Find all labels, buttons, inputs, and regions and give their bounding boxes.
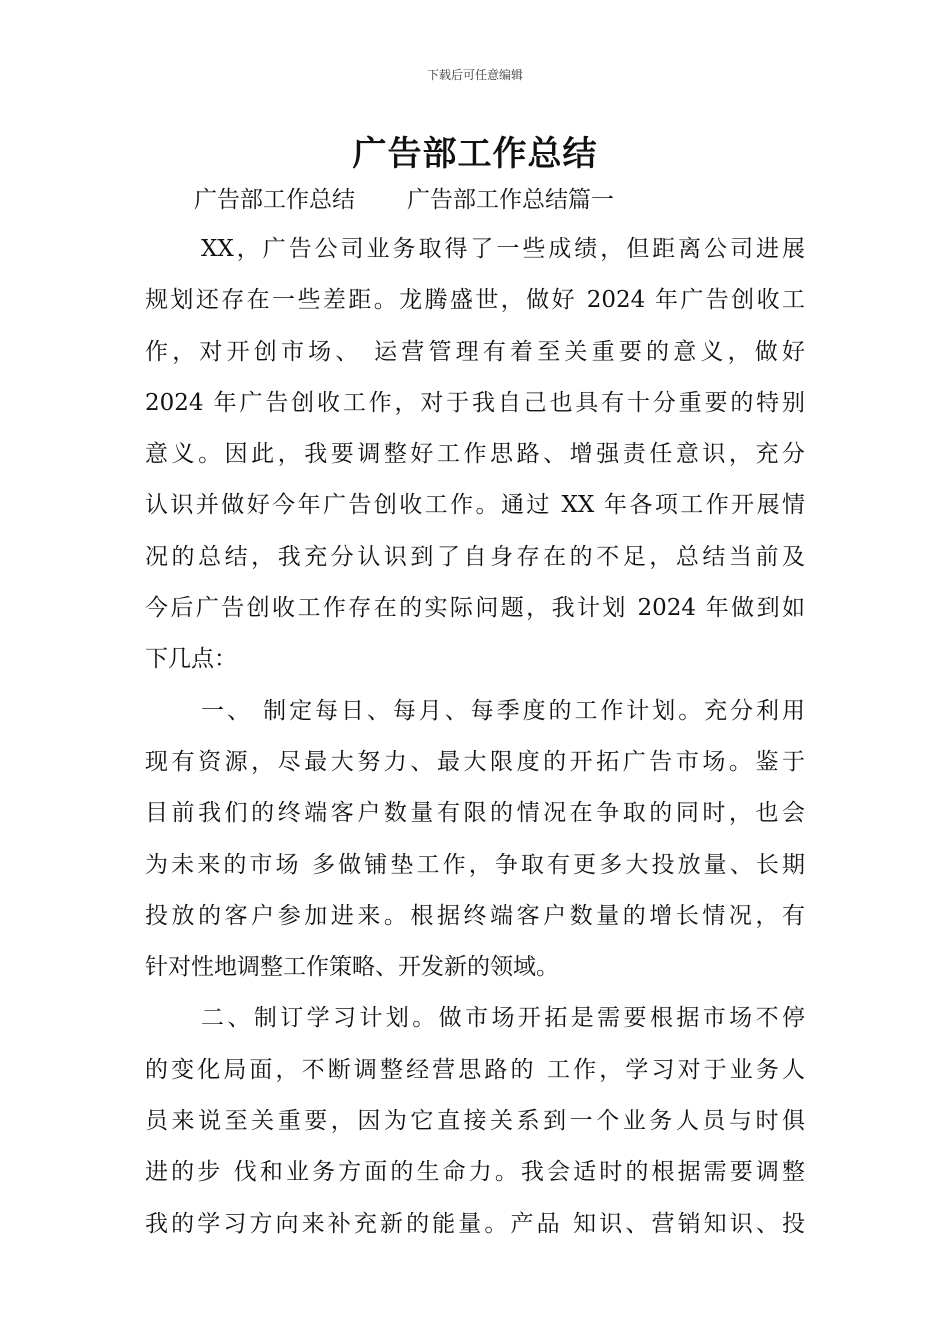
body-line: 今后广告创收工作存在的实际问题，我计划 2024 年做到如	[145, 595, 805, 622]
body-line: 2024 年广告创收工作，对于我自己也具有十分重要的特别	[145, 389, 805, 416]
body-line: 规划还存在一些差距。龙腾盛世，做好 2024 年广告创收工	[145, 287, 805, 314]
body-line: 我的学习方向来补充新的能量。产品 知识、营销知识、投	[145, 1210, 805, 1237]
document-body	[145, 224, 805, 1250]
body-line: 二、制订学习计划。做市场开拓是需要根据市场不停	[201, 1005, 805, 1032]
body-line: 现有资源，尽最大努力、最大限度的开拓广告市场。鉴于	[145, 748, 805, 775]
header-note: 下载后可任意编辑	[426, 68, 523, 82]
document-title: 广告部工作总结	[352, 134, 598, 174]
subtitle-line	[194, 180, 614, 220]
body-line: 针对性地调整工作策略、开发新的领域。	[145, 954, 559, 981]
subtitle-left: 广告部工作总结	[194, 187, 355, 213]
body-line: 进的步 伐和业务方面的生命力。我会适时的根据需要调整	[145, 1159, 805, 1186]
body-line: 投放的客户参加进来。根据终端客户数量的增长情况，有	[145, 902, 805, 929]
body-line: XX，广告公司业务取得了一些成绩，但距离公司进展	[201, 236, 805, 262]
body-line: 作，对开创市场、 运营管理有着至关重要的意义，做好	[145, 338, 805, 365]
body-line: 意义。因此，我要调整好工作思路、增强责任意识，充分	[145, 441, 805, 468]
body-line: 员来说至关重要，因为它直接关系到一个业务人员与时俱	[145, 1108, 805, 1135]
body-line: 认识并做好今年广告创收工作。通过 XX 年各项工作开展情	[145, 492, 805, 519]
body-line: 一、 制定每日、每月、每季度的工作计划。充分利用	[201, 697, 805, 724]
body-line: 为未来的市场 多做铺垫工作，争取有更多大投放量、长期	[145, 851, 805, 878]
body-line: 的变化局面，不断调整经营思路的 工作，学习对于业务人	[145, 1056, 805, 1083]
body-line: 目前我们的终端客户数量有限的情况在争取的同时，也会	[145, 800, 805, 827]
body-line: 下几点：	[145, 646, 237, 673]
subtitle-right: 广告部工作总结篇一	[407, 187, 614, 213]
body-line: 况的总结，我充分认识到了自身存在的不足，总结当前及	[145, 543, 805, 570]
